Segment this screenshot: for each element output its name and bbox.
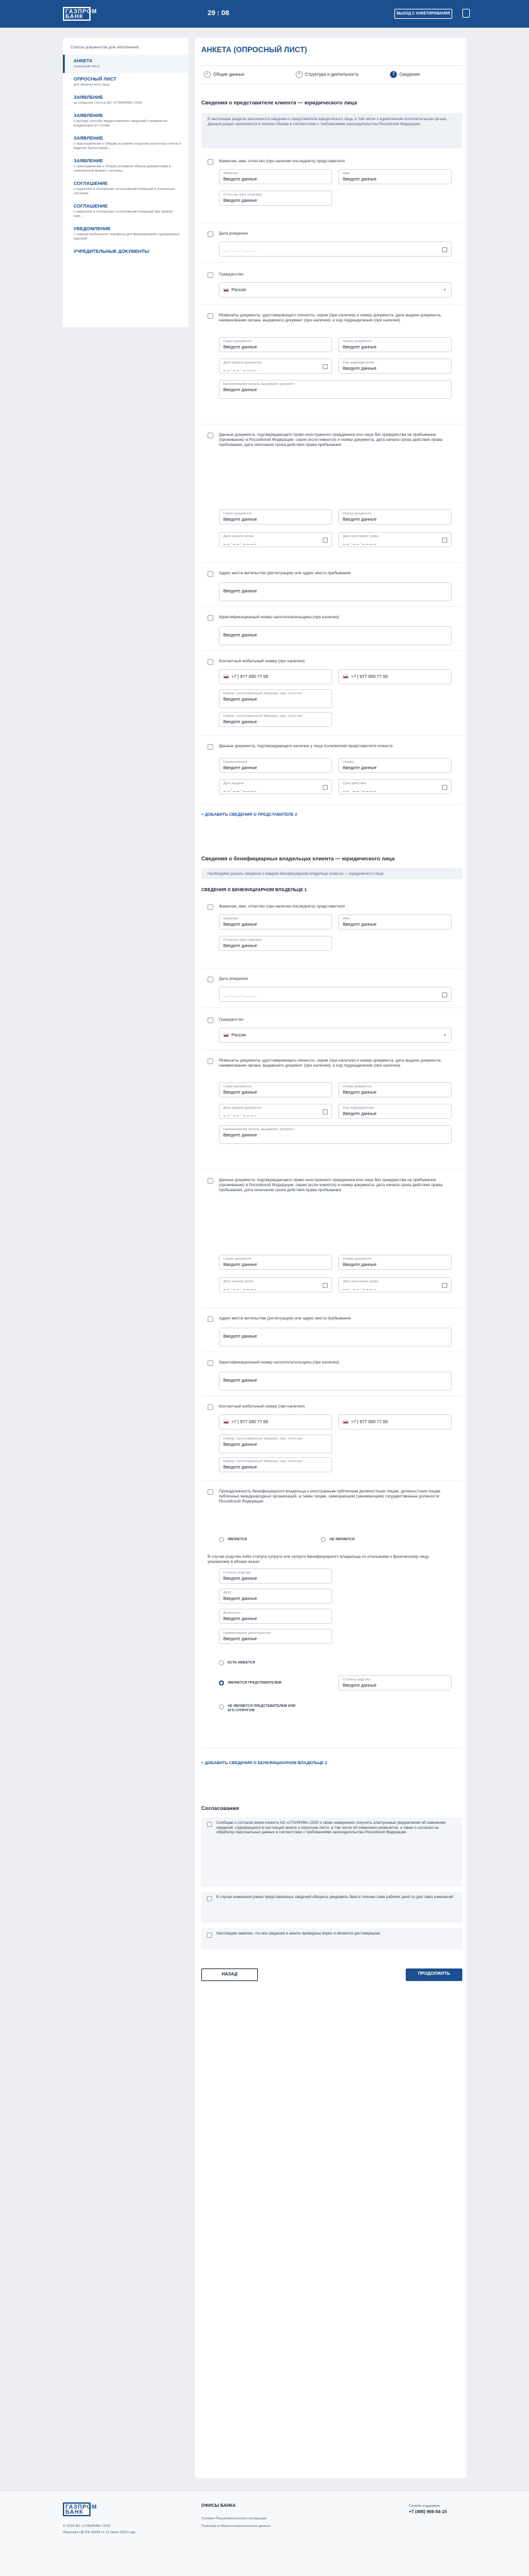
field-label: Номер: [343, 760, 354, 764]
agreement-text: Настоящим заявляю, что все сведения в анкете приведены верно и являются достоверными.: [216, 1932, 381, 1936]
field-value: Введите данные: [343, 177, 377, 182]
field-value: Россия: [231, 288, 246, 292]
doc-date-field[interactable]: [219, 1104, 332, 1119]
question-power-doc: [201, 739, 462, 805]
footer: [0, 2490, 529, 2576]
field-value: Введите данные: [223, 1443, 257, 1447]
step-info[interactable]: [390, 71, 420, 78]
address-field[interactable]: [219, 582, 452, 601]
sidebar-item-agreement-1[interactable]: [63, 177, 189, 200]
field-value: Введите данные: [223, 1335, 257, 1339]
question-label: Контактный мобильный номер (при наличии): [219, 1404, 305, 1409]
sidebar-item-title: ЗАЯВЛЕНИЕ: [74, 113, 103, 118]
field-label: Отчество (при наличии): [223, 193, 262, 197]
question-label: Адрес места жительства (регистрации) или адрес места пребывания: [219, 571, 351, 575]
rel-fio-field[interactable]: [219, 1589, 332, 1604]
sidebar-item-sub: о присоединении к Общим условиям открытия расчетных счетов и ведения бухгалтерии...: [74, 142, 181, 150]
sidebar-item-title: УЧРЕДИТЕЛЬНЫЕ ДОКУМЕНТЫ: [74, 248, 149, 254]
question-label: Данные документа, подтверждающего право иностранного гражданина или лица без гражданства на пребывание (проживание) в Российской Федерации: серия (если имеется) и номер документа, дата начала срока действия права пребывания, дата окончания срока действия права пребывания: [219, 433, 443, 447]
radio-label: ЯВЛЯЕТСЯ: [228, 1538, 247, 1541]
question-label: В случае родства либо статуса супруга или супруги бенефициарного владельца по отношению к физическому лицу, указанному в абзаце выше:: [208, 1555, 430, 1564]
migr-end-field[interactable]: [338, 1277, 452, 1292]
field-label: Номер, сопоставленный Фамилия, имя, отчество: [223, 1437, 303, 1441]
radio-label: НЕ ЯВЛЯЕТСЯ: [330, 1538, 355, 1541]
field-value: Введите данные: [223, 388, 257, 392]
field-value: Введите данные: [223, 633, 257, 638]
agreement-block-2: [201, 1892, 462, 1923]
question-checkbox[interactable]: [208, 571, 213, 577]
field-value: +7 | 977 000 77 00: [351, 675, 388, 679]
step-label: Сведения: [399, 72, 420, 77]
surname-field[interactable]: [219, 914, 332, 930]
question-label: Фамилия, имя, отчество (при наличии последнего) представителя: [219, 159, 345, 164]
power-number-field[interactable]: [338, 758, 452, 773]
rel-position-field[interactable]: [219, 1609, 332, 1624]
field-value: Введите данные: [343, 345, 377, 350]
calendar-icon[interactable]: [442, 992, 447, 997]
relation-self-radio[interactable]: [219, 1660, 224, 1665]
field-label: Дата окончания срока: [343, 1280, 379, 1284]
agreement-checkbox[interactable]: [207, 1896, 212, 1901]
inn-field[interactable]: [219, 626, 452, 645]
field-value: Введите данные: [223, 766, 257, 770]
question-label: Фамилия, имя, отчество (при наличии последнего) представителя: [219, 904, 345, 909]
question-inn-benef: [201, 1355, 462, 1396]
radio-label: ЕСТЬ ИМЕЕТСЯ: [228, 1661, 255, 1665]
patronymic-field[interactable]: [219, 936, 332, 951]
field-label: Номер, сопоставленный Фамилия, имя, отчество: [223, 692, 303, 696]
field-label: ФИО: [223, 1591, 231, 1595]
field-value: Введите данные: [223, 345, 257, 350]
sidebar-item-title: СОГЛАШЕНИЕ: [74, 180, 108, 186]
flag-ru-icon: [343, 1420, 348, 1424]
field-value: +7 | 977 000 77 00: [351, 1420, 388, 1424]
field-value: Введите данные: [343, 1091, 377, 1095]
section-note: Необходимо указать сведения о каждом бенефициарном владельце клиента — юридического лица: [201, 868, 462, 879]
field-value: Введите данные: [223, 1263, 257, 1267]
field-value: Введите данные: [343, 1684, 377, 1688]
sidebar-item-sub: о номере мобильного телефона для формирования одноразовых паролей: [74, 233, 180, 241]
field-label: Имя: [343, 917, 350, 921]
question-pdl: [201, 1484, 462, 1748]
sidebar-item-application-1[interactable]: [63, 91, 189, 109]
birth-date-field[interactable]: [219, 987, 452, 1002]
question-label: Данные документа, подтверждающего наличие у лица полномочий представителя клиента: [219, 744, 393, 748]
field-value: Введите данные: [223, 1465, 257, 1470]
field-label: Серия документа: [223, 512, 252, 516]
field-label: Наименование: [223, 760, 248, 764]
continue-button[interactable]: ПРОДОЛЖИТЬ: [406, 1968, 462, 1981]
flag-ru-icon: [223, 675, 229, 679]
field-value: Введите данные: [343, 1112, 377, 1116]
calendar-icon[interactable]: [323, 1109, 328, 1114]
check-icon: ✓: [296, 71, 303, 78]
sidebar-item-questionnaire[interactable]: [63, 73, 189, 91]
field-value: _ _ . _ _ . _ _ _ _: [343, 787, 376, 792]
chevron-down-icon: ▾: [443, 1033, 446, 1038]
question-label: Контактный мобильный номер (при наличии): [219, 659, 305, 663]
field-label: Фамилия: [223, 172, 238, 175]
power-valid-field[interactable]: [338, 779, 452, 794]
field-value: _ _ . _ _ . _ _ _ _: [223, 992, 257, 997]
field-value: Введите данные: [223, 518, 257, 522]
migr-series-field[interactable]: [219, 509, 332, 525]
question-address: [201, 566, 462, 607]
section-note: В настоящем разделе заполняются сведения о представителе юридического лица, в том числе о единоличном исполнительном органе. Данный раздел заполняется в полном объёме в соответствии с требованиями законодательства Российской Федерации.: [201, 113, 462, 148]
doc-date-field[interactable]: [219, 358, 332, 374]
field-value: Введите данные: [223, 923, 257, 927]
page-title: АНКЕТА (ОПРОСНЫЙ ЛИСТ): [201, 45, 308, 54]
sidebar-item-title: ЗАЯВЛЕНИЕ: [74, 135, 103, 141]
question-fio-benef: [201, 899, 462, 969]
sidebar-item-application-4[interactable]: [63, 155, 189, 177]
rel-employer-field[interactable]: [219, 1629, 332, 1644]
agreement-checkbox[interactable]: [207, 1822, 212, 1827]
citizenship-select[interactable]: [219, 1028, 452, 1043]
name-field[interactable]: [338, 169, 452, 184]
field-label: Дата выдачи: [223, 782, 244, 786]
field-value: +7 | 977 000 77 00: [231, 675, 269, 679]
birth-date-field[interactable]: [219, 242, 452, 257]
field-value: Введите данные: [343, 923, 377, 927]
agreement-block-1: [201, 1818, 462, 1887]
field-value: Введите данные: [223, 720, 257, 724]
field-value: Россия: [231, 1033, 246, 1038]
sidebar-item-sub: о гарантиях в отношении согласований операций при приёме карт...: [74, 210, 173, 218]
field-value: Введите данные: [223, 177, 257, 182]
field-value: _ _ . _ _ . _ _ _ _: [343, 1285, 376, 1290]
sidebar-item-sub: (опросный лист): [74, 65, 100, 69]
sidebar-item-title: ЗАЯВЛЕНИЕ: [74, 158, 103, 164]
field-value: _ _ . _ _ . _ _ _ _: [223, 367, 257, 371]
field-value: Введите данные: [343, 367, 377, 371]
copyright: © 2024 АО «СТАНРИМ» ООО: [63, 2524, 111, 2528]
migr-number-field[interactable]: [338, 1255, 452, 1270]
support-phone[interactable]: +7 (495) 969-54-15: [409, 2510, 447, 2514]
pdl-yes-radio[interactable]: [219, 1537, 224, 1542]
field-label: Код подразделения: [343, 361, 374, 365]
phone-field-2[interactable]: [338, 1414, 452, 1430]
field-label: Дата выдачи документа: [223, 361, 262, 365]
migr-start-field[interactable]: [219, 1277, 332, 1292]
rel-relation-field[interactable]: [338, 1675, 452, 1690]
sidebar-item-sub: о гарантиях в отношении согласований операций в платежных системах: [74, 187, 175, 196]
sidebar-item-title: АНКЕТА: [74, 58, 92, 64]
step-general[interactable]: [204, 71, 245, 78]
calendar-icon[interactable]: [323, 538, 328, 543]
patronymic-field[interactable]: [219, 191, 332, 206]
sidebar-item-founding-docs[interactable]: [63, 245, 189, 258]
question-id-document: [201, 308, 462, 425]
question-checkbox[interactable]: [208, 1404, 213, 1410]
question-label: Реквизиты документа, удостоверяющего личность: серия (при наличии) и номер документа, дата выдачи документа, наименование органа, выдавшего документ (при наличии), и код подразделения (при наличии): [219, 1058, 442, 1068]
field-value: Введите данные: [223, 1133, 257, 1138]
question-label: Гражданство: [219, 1018, 243, 1022]
exit-icon[interactable]: [462, 9, 470, 18]
documents-sidebar: [63, 38, 189, 327]
field-label: Номер, сопоставленный Фамилия, имя, отчество: [223, 714, 303, 718]
question-checkbox[interactable]: [208, 1178, 213, 1184]
session-timer: 29 : 08: [208, 9, 230, 17]
add-label: ДОБАВИТЬ СВЕДЕНИЯ О БЕНЕФИЦИАРНОМ ВЛАДЕЛЬЦЕ 2: [204, 1761, 328, 1765]
sidebar-item-application-2[interactable]: [63, 109, 189, 132]
section-representative-title: Сведения о представителе клиента — юридического лица: [201, 99, 357, 106]
question-label: Гражданство: [219, 272, 243, 277]
question-label: Данные документа, подтверждающего право иностранного гражданина или лица без гражданства на пребывание (проживание) в Российской Федерации: серия (если имеется) и номер документа, дата начала срока действия права пребывания, дата окончания срока действия права пребывания: [219, 1178, 443, 1192]
plus-icon: +: [201, 1761, 205, 1765]
citizenship-select[interactable]: [219, 282, 452, 297]
phone-field-1[interactable]: [219, 669, 332, 684]
back-button[interactable]: НАЗАД: [201, 1968, 258, 1981]
sidebar-item-notification[interactable]: [63, 223, 189, 245]
field-value: Введите данные: [223, 1091, 257, 1095]
question-checkbox[interactable]: [208, 744, 213, 750]
form-main: [195, 38, 467, 2478]
agreement-text: В случае изменения ранее представленных сведений обязуюсь уведомить банк в течение семи рабочих дней со дня таких изменений.: [216, 1896, 454, 1899]
field-label: Имя: [343, 172, 350, 175]
question-citizenship: [201, 267, 462, 305]
question-phone-benef: [201, 1399, 462, 1481]
field-value: Введите данные: [223, 1597, 257, 1601]
field-label: Код подразделения: [343, 1106, 374, 1110]
phone-field-2[interactable]: [338, 669, 452, 684]
doc-org-field[interactable]: [219, 380, 452, 399]
inn-field[interactable]: [219, 1372, 452, 1391]
section-beneficiary-title: Сведения о бенефициарных владельцах клиента — юридического лица: [201, 855, 395, 862]
step-structure[interactable]: [296, 71, 359, 78]
field-label: Серия документа: [223, 1257, 252, 1261]
field-value: Введите данные: [223, 1617, 257, 1621]
plus-icon: +: [201, 813, 205, 817]
question-label: Принадлежность бенефициарного владельца к иностранным публичным должностным лицам, должностным лицам публичных международных организаций, а также лицам, замещающим (занимающим) государственные должности Российской Федерации: [219, 1489, 440, 1504]
field-label: Серия документа: [223, 1085, 252, 1089]
migr-end-field[interactable]: [338, 532, 452, 547]
doc-number-field[interactable]: [338, 1082, 452, 1097]
field-label: Дата окончания срока: [343, 535, 379, 538]
phone-comment-field[interactable]: [219, 689, 332, 708]
question-fio: [201, 154, 462, 223]
relation-nonrep-radio[interactable]: [219, 1704, 224, 1709]
question-label: Идентификационный номер налогоплательщика (при наличии): [219, 1360, 340, 1365]
field-value: Введите данные: [223, 199, 257, 203]
question-id-document-benef: [201, 1053, 462, 1170]
question-checkbox[interactable]: [208, 313, 213, 319]
doc-dept-field[interactable]: [338, 358, 452, 374]
agreement-block-3: [201, 1928, 462, 1950]
question-citizenship-benef: [201, 1013, 462, 1050]
question-checkbox[interactable]: [208, 1316, 213, 1322]
support-label: Служба поддержки: [409, 2504, 440, 2508]
field-label: Отчество (при наличии): [223, 938, 262, 942]
step-label: Общие данные: [213, 72, 245, 77]
question-phone: [201, 654, 462, 736]
question-checkbox[interactable]: [208, 231, 213, 237]
field-value: _ _ . _ _ . _ _ _ _: [223, 540, 257, 545]
top-bar: [0, 0, 529, 28]
exit-survey-button[interactable]: ВЫХОД С АНКЕТИРОВАНИЯ: [394, 9, 452, 19]
field-value: _ _ . _ _ . _ _ _ _: [343, 540, 376, 545]
question-migration-doc: [201, 428, 462, 563]
sidebar-heading: Список документов для заполнения: [70, 45, 139, 50]
agreements-title: Согласования: [201, 1805, 239, 1811]
question-label: Дата рождения: [219, 231, 248, 236]
add-representative-button[interactable]: [201, 813, 297, 817]
field-value: _ _ . _ _ . _ _ _ _: [223, 1112, 257, 1116]
flag-ru-icon: [223, 1033, 229, 1037]
field-label: Серия документа: [223, 340, 252, 343]
field-label: Степень родства: [223, 1571, 251, 1575]
sidebar-item-title: СОГЛАШЕНИЕ: [74, 203, 108, 209]
footer-logo[interactable]: ГАЗПРОМ БАНК: [63, 2502, 91, 2516]
name-field[interactable]: [338, 914, 452, 930]
doc-number-field[interactable]: [338, 337, 452, 352]
question-address-benef: [201, 1311, 462, 1352]
beneficiary-subtitle: СВЕДЕНИЯ О БЕНЕФИЦИАРНОМ ВЛАДЕЛЬЦЕ 1: [201, 888, 307, 892]
field-value: Введите данные: [223, 697, 257, 702]
question-checkbox[interactable]: [208, 272, 213, 278]
flag-ru-icon: [223, 1420, 229, 1424]
calendar-icon[interactable]: [442, 785, 447, 790]
field-label: Номер документа: [343, 340, 372, 343]
offices-link[interactable]: ОФИСЫ БАНКА: [201, 2504, 236, 2508]
doc-dept-field[interactable]: [338, 1104, 452, 1119]
field-value: +7 | 977 000 77 00: [231, 1420, 269, 1424]
field-value: _ _ . _ _ . _ _ _ _: [223, 1285, 257, 1290]
sidebar-item-title: ОПРОСНЫЙ ЛИСТ: [74, 76, 117, 82]
pdl-no-radio[interactable]: [321, 1537, 326, 1542]
field-label: Дата начала срока: [223, 535, 253, 538]
field-value: Введите данные: [223, 1577, 257, 1581]
privacy-link[interactable]: Политика в области персональных данных: [201, 2524, 270, 2528]
question-checkbox[interactable]: [208, 977, 213, 982]
field-value: Введите данные: [223, 1637, 257, 1641]
flag-ru-icon: [343, 675, 348, 679]
field-label: Степень родства: [343, 1678, 370, 1682]
calendar-icon[interactable]: [323, 1283, 328, 1288]
terms-link[interactable]: Условия Пользовательского соглашения: [201, 2517, 267, 2521]
sidebar-item-sub: для физического лица: [74, 83, 110, 87]
question-checkbox[interactable]: [208, 659, 213, 665]
chevron-down-icon: ▾: [443, 288, 446, 292]
question-label: Идентификационный номер налогоплательщика (при наличии): [219, 615, 340, 619]
question-label: Реквизиты документа, удостоверяющего личность: серия (при наличии) и номер документа, дата выдачи документа, наименование органа, выдавшего документ (при наличии), и код подразделения (при наличии): [219, 313, 442, 323]
phone-comment-field-2[interactable]: [219, 1457, 332, 1472]
doc-series-field[interactable]: [219, 337, 332, 352]
question-checkbox[interactable]: [208, 1018, 213, 1023]
radio-label: НЕ ЯВЛЯЕТСЯ ПРЕДСТАВИТЕЛЕМ ИЛИ ЕГО СУПРУГОМ: [228, 1704, 296, 1713]
phone-field-1[interactable]: [219, 1414, 332, 1430]
field-label: Дата начала срока: [223, 1280, 253, 1284]
field-label: Номер документа: [343, 1257, 372, 1261]
license: Лицензия ЦБ РФ №354 от 12 июля 2020 года: [63, 2531, 136, 2534]
power-name-field[interactable]: [219, 758, 332, 773]
migr-start-field[interactable]: [219, 532, 332, 547]
relation-rep-radio[interactable]: [219, 1680, 224, 1685]
migr-number-field[interactable]: [338, 509, 452, 525]
bank-logo[interactable]: ГАЗПРОМ БАНК: [63, 7, 91, 21]
field-label: Номер документа: [343, 512, 372, 516]
agreement-checkbox[interactable]: [207, 1933, 212, 1938]
sidebar-item-agreement-2[interactable]: [63, 200, 189, 223]
field-label: Дата выдачи документа: [223, 1106, 262, 1110]
field-value: Введите данные: [223, 944, 257, 948]
calendar-icon[interactable]: [323, 364, 328, 369]
field-label: Срок действия: [343, 782, 367, 786]
flag-ru-icon: [223, 288, 229, 292]
stepper: [201, 65, 462, 84]
question-checkbox[interactable]: [208, 615, 213, 621]
sidebar-item-sub: о выборе способа предоставления сведений о реквизитах владельцев по счетам: [74, 119, 168, 128]
sidebar-item-title: ЗАЯВЛЕНИЕ: [74, 94, 103, 100]
phone-comment-field-2[interactable]: [219, 712, 332, 727]
calendar-icon[interactable]: [442, 247, 447, 252]
sidebar-item-anketa[interactable]: [63, 55, 189, 73]
question-checkbox[interactable]: [208, 159, 213, 165]
question-migration-doc-benef: [201, 1173, 462, 1308]
question-checkbox[interactable]: [208, 904, 213, 910]
sidebar-item-sub: о присоединении к Общим условиям обмена документами в электронной форме с использ...: [74, 165, 171, 173]
address-field[interactable]: [219, 1328, 452, 1346]
field-value: Введите данные: [223, 1379, 257, 1383]
doc-org-field[interactable]: [219, 1125, 452, 1144]
field-value: Введите данные: [343, 518, 377, 522]
question-birth-benef: [201, 972, 462, 1008]
power-date-field[interactable]: [219, 779, 332, 794]
rel-degree-field[interactable]: [219, 1568, 332, 1584]
step-label: Структура и деятельность: [305, 72, 359, 77]
doc-series-field[interactable]: [219, 1082, 332, 1097]
field-value: _ _ . _ _ . _ _ _ _: [223, 787, 257, 792]
field-label: Наименование органа, выдавшего документ: [223, 382, 295, 386]
phone-comment-field[interactable]: [219, 1435, 332, 1453]
question-birth: [201, 226, 462, 263]
check-icon: ✓: [204, 71, 211, 78]
field-label: Номер документа: [343, 1085, 372, 1089]
add-label: ДОБАВИТЬ СВЕДЕНИЯ О ПРЕДСТАВИТЕЛЕ 2: [204, 813, 298, 817]
add-beneficiary-button[interactable]: [201, 1761, 327, 1765]
question-checkbox[interactable]: [208, 433, 213, 438]
field-label: Наименование работодателя: [223, 1631, 270, 1635]
sidebar-item-sub: на открытие счета в АО «СТАНРИМ» ООО: [74, 101, 143, 105]
agreement-text: Сообщаю о согласии моем клиента АО «СТАНРИМ» ООО о своих намерениях получить электронные уведомления об изменении сведений, содержащихся в настоящей анкете и опросном листе, в том числе об изменении реквизитов, а также о согласии на обработку персональных данных в соответствии с требованиями законодательства Российской Федерации.: [216, 1821, 446, 1835]
calendar-icon[interactable]: [442, 1283, 447, 1288]
question-label: Адрес места жительства (регистрации) или адрес места пребывания: [219, 1316, 351, 1321]
question-checkbox[interactable]: [208, 1360, 213, 1366]
calendar-icon[interactable]: [442, 538, 447, 543]
step-number: 3: [390, 71, 397, 78]
field-value: _ _ . _ _ . _ _ _ _: [223, 247, 257, 252]
question-inn: [201, 610, 462, 651]
migr-series-field[interactable]: [219, 1255, 332, 1270]
field-value: Введите данные: [343, 766, 377, 770]
surname-field[interactable]: [219, 169, 332, 184]
field-label: Наименование органа, выдавшего документ: [223, 1128, 295, 1131]
calendar-icon[interactable]: [323, 785, 328, 790]
field-label: Должность: [223, 1611, 241, 1615]
sidebar-item-title: УВЕДОМЛЕНИЕ: [74, 226, 111, 231]
question-checkbox[interactable]: [208, 1058, 213, 1064]
field-label: Фамилия: [223, 917, 238, 921]
radio-label: ЯВЛЯЕТСЯ ПРЕДСТАВИТЕЛЕМ: [228, 1681, 282, 1685]
field-value: Введите данные: [223, 589, 257, 594]
field-label: Номер, сопоставленный Фамилия, имя, отчество: [223, 1460, 303, 1463]
field-value: Введите данные: [343, 1263, 377, 1267]
question-checkbox[interactable]: [208, 1489, 213, 1495]
sidebar-item-application-3[interactable]: [63, 132, 189, 155]
question-label: Дата рождения: [219, 977, 248, 981]
